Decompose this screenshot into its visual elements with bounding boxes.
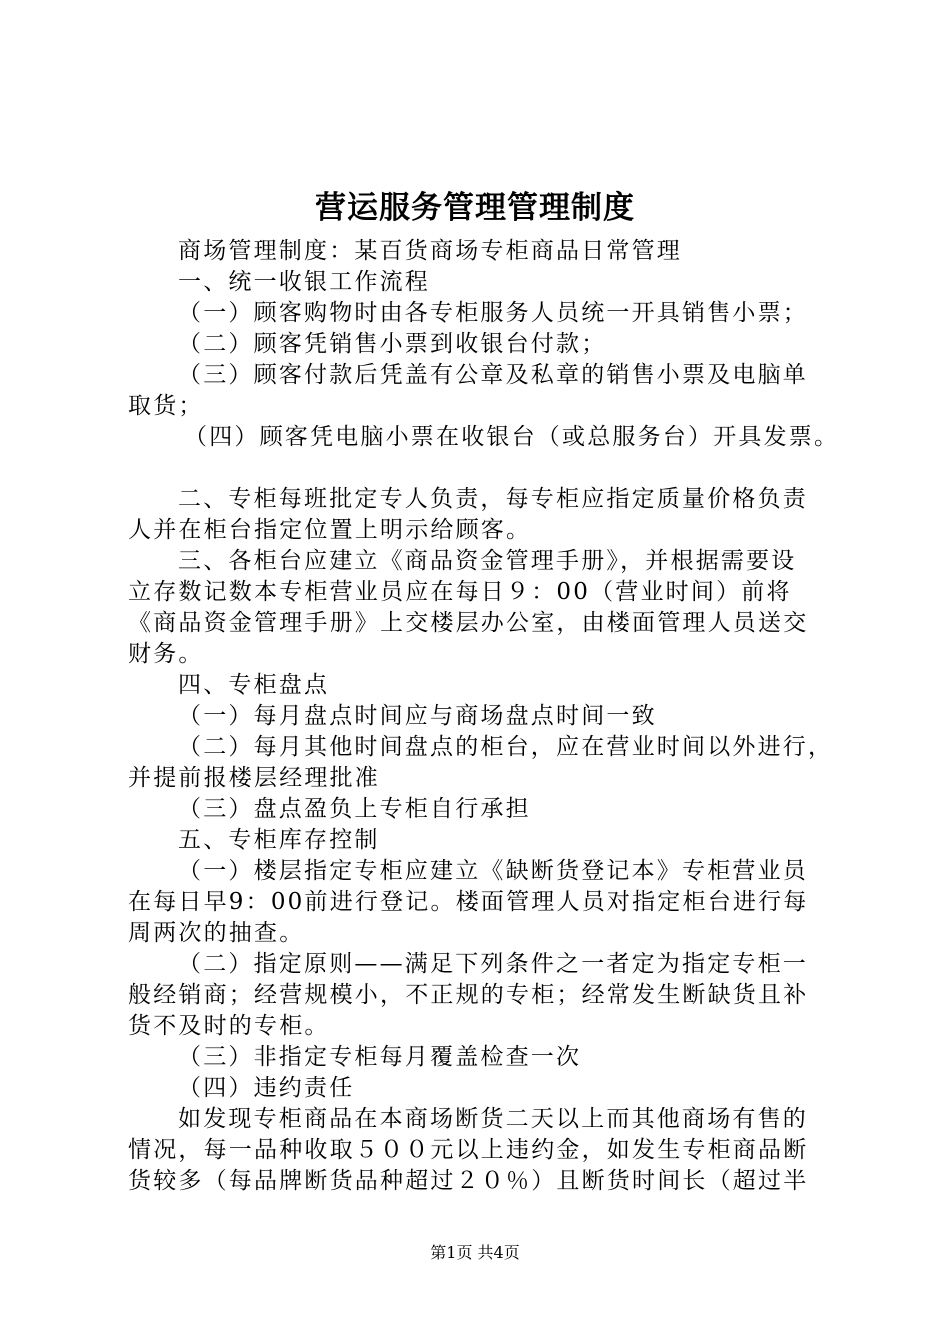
paragraph-line: 在每日早9：00前进行登记。楼面管理人员对指定柜台进行每 (128, 889, 809, 915)
paragraph-line: （一）顾客购物时由各专柜服务人员统一开具销售小票； (178, 300, 808, 326)
paragraph-line: 货不及时的专柜。 (128, 1013, 330, 1039)
paragraph-line: （四）顾客凭电脑小票在收银台（或总服务台）开具发票。 (184, 424, 840, 450)
section-heading: 五、专柜库存控制 (178, 827, 380, 853)
paragraph-line: （三）非指定专柜每月覆盖检查一次 (178, 1044, 582, 1070)
paragraph-line: 如发现专柜商品在本商场断货二天以上而其他商场有售的 (178, 1106, 808, 1132)
paragraph-line: 情况，每一品种收取５００元以上违约金，如发生专柜商品断 (128, 1137, 809, 1163)
paragraph-line: 二、专柜每班批定专人负责，每专柜应指定质量价格负责 (178, 486, 808, 512)
paragraph-line: 三、各柜台应建立《商品资金管理手册》，并根据需要设 (178, 548, 797, 574)
paragraph-line: （一）楼层指定专柜应建立《缺断货登记本》专柜营业员 (178, 858, 808, 884)
document-body (128, 236, 848, 1197)
paragraph-line: 并提前报楼层经理批准 (128, 765, 380, 791)
section-heading: 四、专柜盘点 (178, 672, 330, 698)
page-footer: 第1页 共4页 (430, 1243, 520, 1262)
blank-line (128, 453, 848, 484)
paragraph-line: 周两次的抽查。 (128, 920, 305, 946)
paragraph-line: （三）顾客付款后凭盖有公章及私章的销售小票及电脑单 (178, 362, 808, 388)
paragraph-line: （三）盘点盈负上专柜自行承担 (178, 796, 531, 822)
paragraph-line: 立存数记数本专柜营业员应在每日９：00（营业时间）前将 (128, 579, 792, 605)
paragraph-line: （二）每月其他时间盘点的柜台，应在营业时间以外进行， (178, 734, 834, 760)
section-heading: 一、统一收银工作流程 (178, 269, 430, 295)
paragraph-line: 般经销商；经营规模小，不正规的专柜；经常发生断缺货且补 (128, 982, 809, 1008)
paragraph-line: 《商品资金管理手册》上交楼层办公室，由楼面管理人员送交 (128, 610, 809, 636)
paragraph-line: 财务。 (128, 641, 204, 667)
paragraph-line: 取货； (128, 393, 204, 419)
paragraph-line: （一）每月盘点时间应与商场盘点时间一致 (178, 703, 657, 729)
paragraph-line: 人并在柜台指定位置上明示给顾客。 (128, 517, 532, 543)
paragraph-line: 商场管理制度：某百货商场专柜商品日常管理 (178, 238, 682, 264)
paragraph-line: （四）违约责任 (178, 1075, 355, 1101)
paragraph-line: （二）顾客凭销售小票到收银台付款； (178, 331, 607, 357)
paragraph-line: 货较多（每品牌断货品种超过２０％）且断货时间长（超过半 (128, 1168, 809, 1194)
document-title: 营运服务管理管理制度 (315, 190, 635, 226)
paragraph-line: （二）指定原则——满足下列条件之一者定为指定专柜一 (178, 951, 808, 977)
